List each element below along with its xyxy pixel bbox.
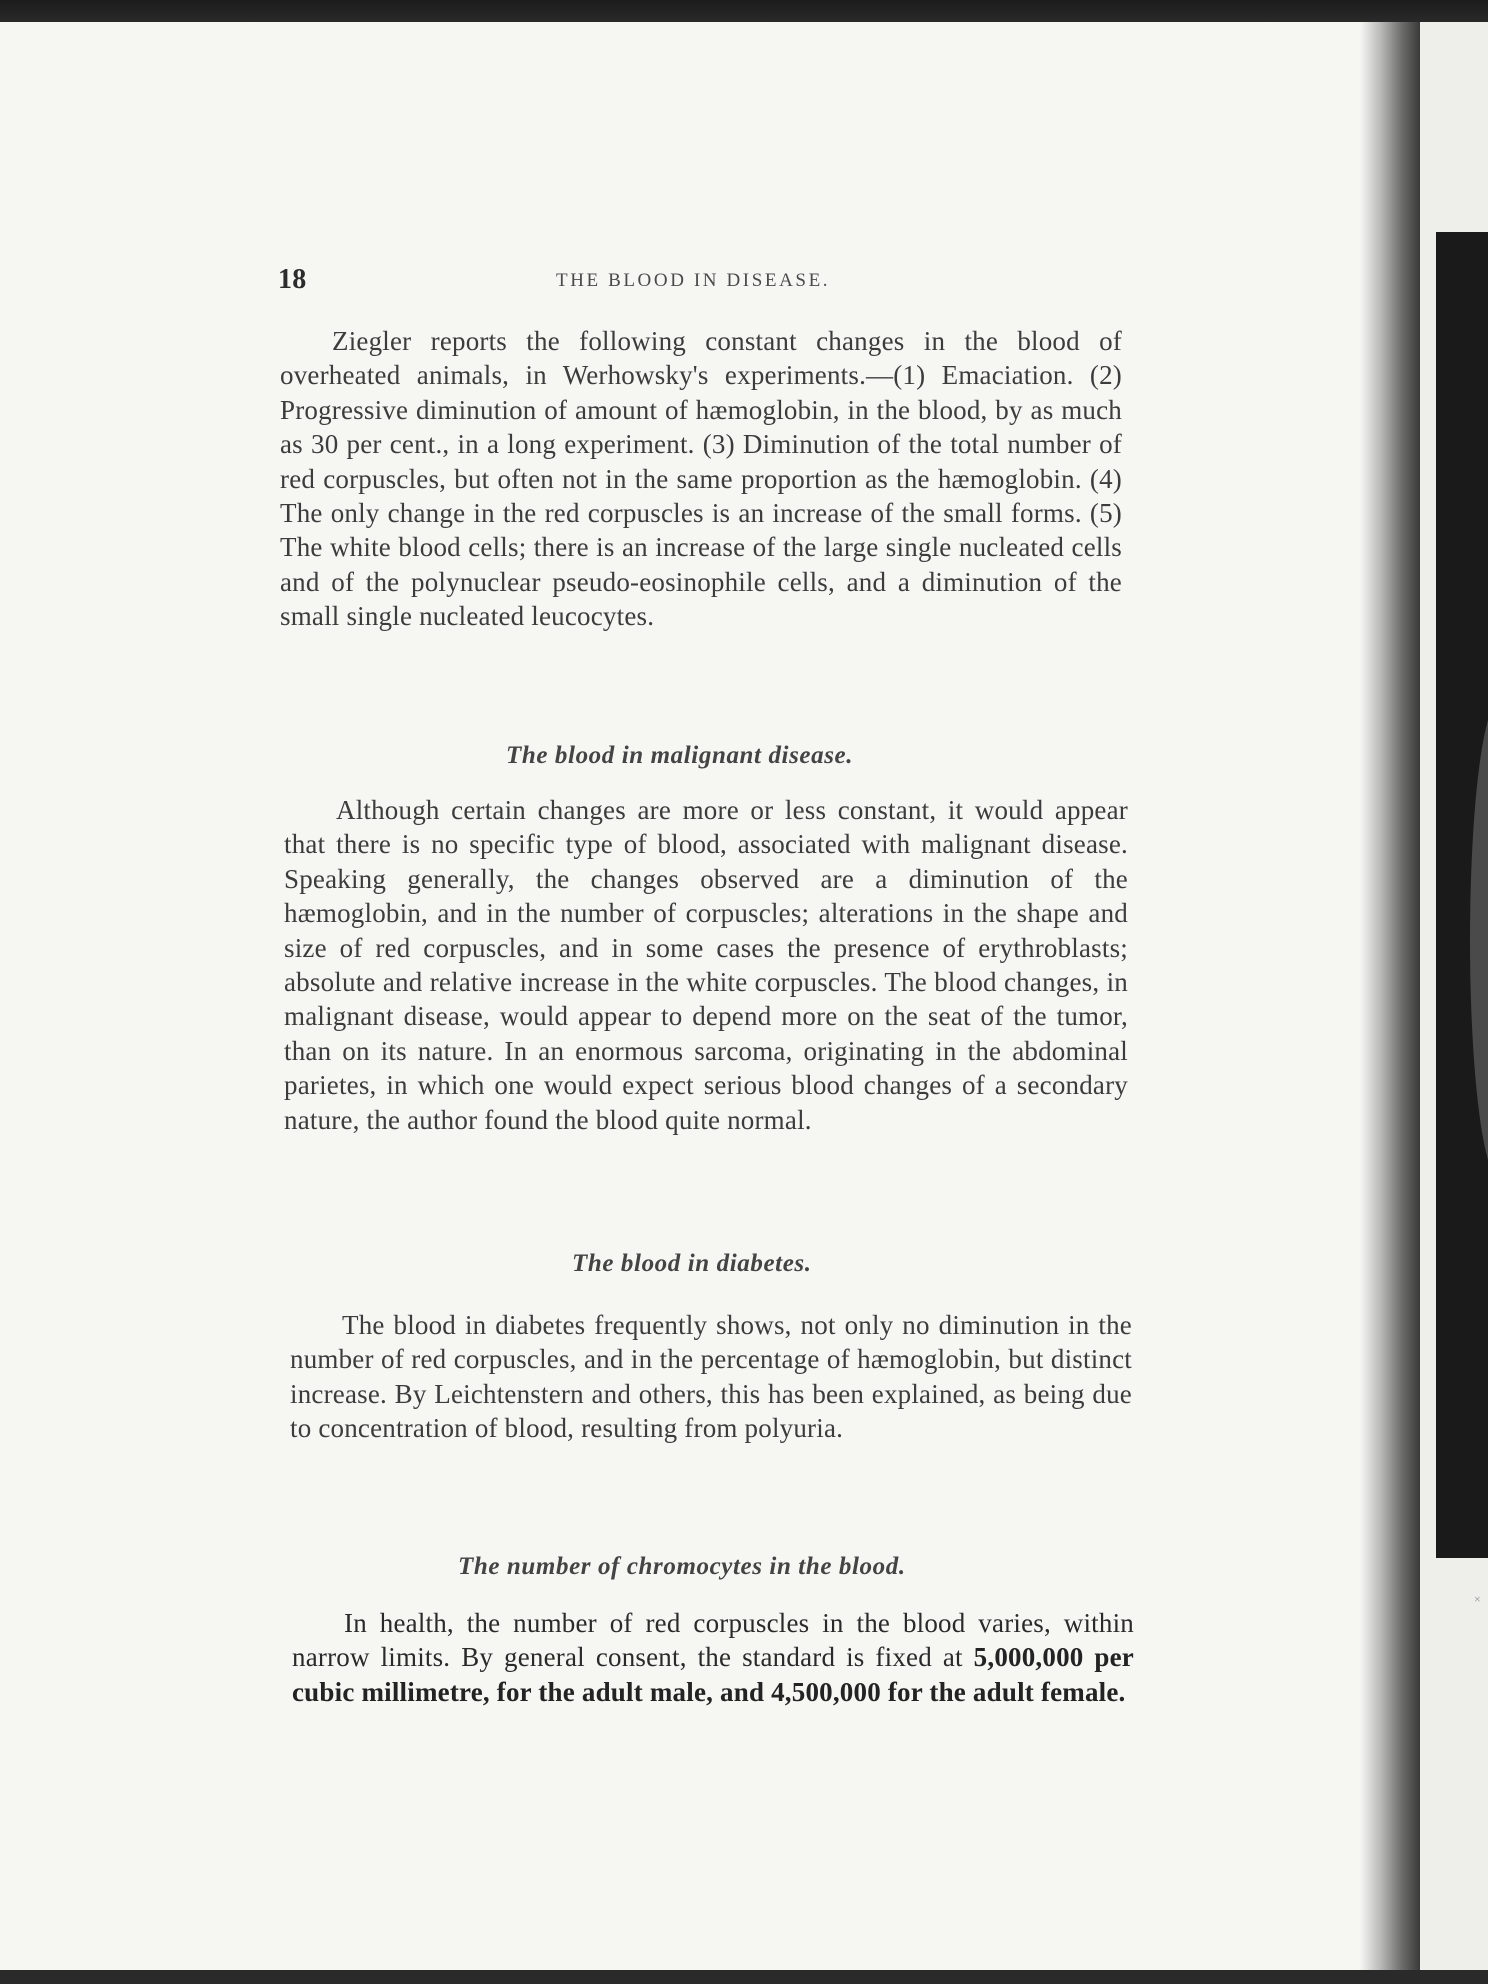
page-number: 18 xyxy=(278,264,307,295)
paragraph-chromocytes xyxy=(292,1606,1134,1709)
paragraph-malignant-disease: Although certain changes are more or less constant, it would appear that there is no specific type of blood, associated with malignant disease. Speaking generally, the changes observed are a diminution of the hæmoglobin, and in the number of corpuscles; alterations in the shape and size of red corpuscles, and in some cases the presence of erythroblasts; absolute and relative increase in the white corpuscles. The blood changes, in malignant disease, would appear to depend more on the seat of the tumor, than on its nature. In an enormous sarcoma, originating in the abdominal parietes, in which one would expect serious blood changes of a secondary nature, the author found the blood quite normal. xyxy=(284,795,1128,1135)
scan-bottom-border xyxy=(0,1970,1488,1984)
heading-malignant-disease: The blood in malignant disease. xyxy=(506,742,854,769)
paragraph-chromocytes-start: In health, the number of red corpuscles in the blood varies, within narrow limits. By general consent, the standard is fixed at xyxy=(292,1608,1134,1673)
paragraph-chromocytes-standard: 5,000,000 per cubic millimetre, for the adult male, and 4,500,000 for the adult female. xyxy=(292,1642,1134,1707)
heading-diabetes: The blood in diabetes. xyxy=(572,1250,812,1277)
running-head: THE BLOOD IN DISEASE. xyxy=(556,270,831,291)
gutter-shadow xyxy=(1360,22,1420,1970)
paragraph-overheated-animals: Ziegler reports the following constant changes in the blood of overheated animals, in Werhowsky's experiments.—(1) Emaciation. (2) Progressive diminution of amount of hæmoglobin, in the blood, by as much as 30 per cent., in a long experiment. (3) Diminution of the total number of red corpuscles, but often not in the same proportion as the hæmoglobin. (4) The only change in the red corpuscles is an increase of the small forms. (5) The white blood cells; there is an increase of the large single nucleated cells and of the polynuclear pseudo-eosinophile cells, and a diminution of the small single nucleated leucocytes. xyxy=(280,326,1122,632)
facing-page-mark: × xyxy=(1474,1592,1481,1606)
paragraph-diabetes: The blood in diabetes frequently shows, not only no diminution in the number of red corpuscles, and in the percentage of hæmoglobin, but distinct increase. By Leichtenstern and others, this has been explained, as being due to concentration of blood, resulting from polyuria. xyxy=(290,1310,1132,1444)
heading-chromocytes: The number of chromocytes in the blood. xyxy=(458,1553,906,1580)
